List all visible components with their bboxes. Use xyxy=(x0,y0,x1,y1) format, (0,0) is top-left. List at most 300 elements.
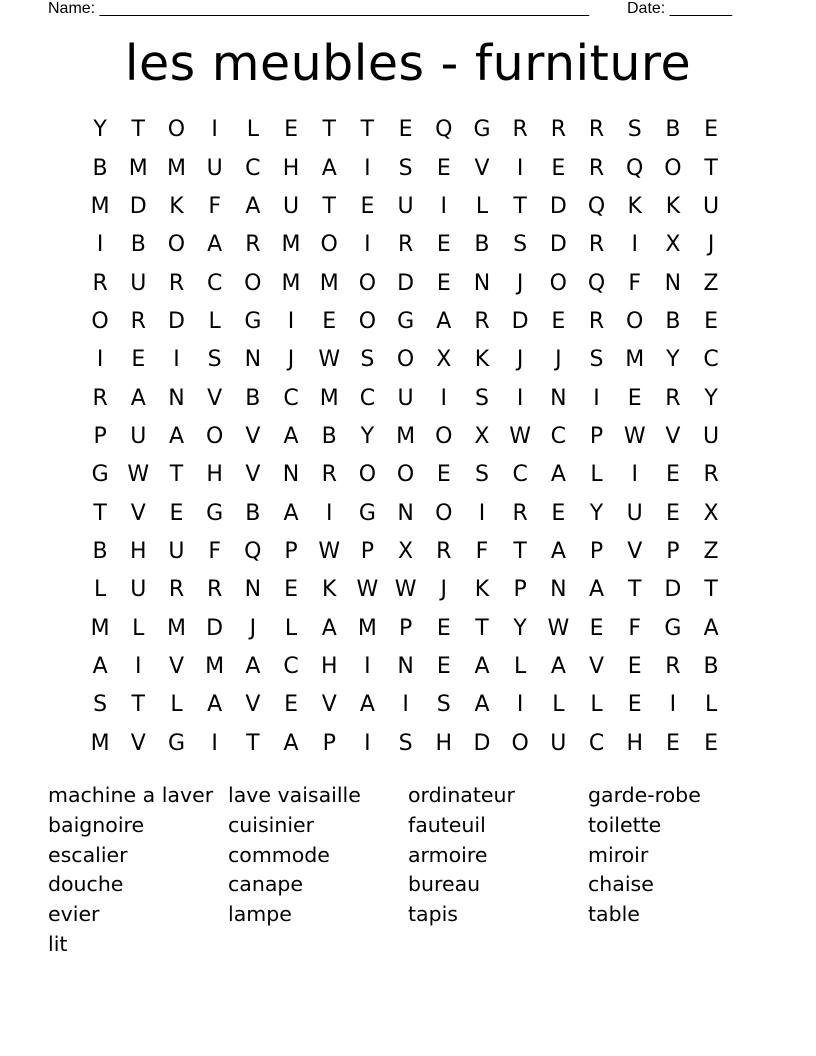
grid-letter: V xyxy=(665,423,681,449)
grid-letter: T xyxy=(322,193,336,219)
grid-letter: C xyxy=(550,423,567,449)
grid-letter: D xyxy=(511,308,529,334)
grid-letter: V xyxy=(168,653,184,679)
grid-letter: A xyxy=(550,653,566,679)
grid-letter: E xyxy=(665,500,680,526)
grid-letter: T xyxy=(475,615,489,641)
grid-letter: A xyxy=(245,193,261,219)
grid-letter: R xyxy=(397,232,414,258)
grid-letter: B xyxy=(665,117,681,143)
word-bank-item: table xyxy=(588,902,640,927)
grid-letter: E xyxy=(284,577,298,603)
word-bank-item: douche xyxy=(48,872,124,897)
grid-letter: C xyxy=(245,155,261,181)
grid-letter: Y xyxy=(93,117,107,143)
grid-letter: E xyxy=(436,232,451,258)
grid-letter: M xyxy=(625,347,645,373)
grid-letter: E xyxy=(284,692,298,718)
word-bank-item: lit xyxy=(48,931,68,956)
word-bank-item: cuisinier xyxy=(228,812,315,837)
grid-letter: M xyxy=(205,653,225,679)
grid-letter: K xyxy=(169,193,184,219)
grid-letter: V xyxy=(130,500,146,526)
grid-letter: B xyxy=(130,232,146,258)
grid-letter: I xyxy=(593,385,600,411)
grid-letter: T xyxy=(704,155,718,181)
grid-letter: I xyxy=(440,193,448,219)
grid-letter: H xyxy=(130,538,147,564)
grid-letter: E xyxy=(322,308,337,334)
grid-letter: N xyxy=(550,385,567,411)
grid-letter: J xyxy=(516,270,524,296)
word-bank-item: lave vaisaille xyxy=(228,783,361,807)
grid-letter: X xyxy=(398,538,414,564)
grid-letter: O xyxy=(664,155,682,181)
grid-letter: B xyxy=(703,653,719,679)
grid-letter: R xyxy=(321,462,337,488)
grid-letter: Y xyxy=(360,423,375,449)
grid-letter: E xyxy=(665,462,680,488)
grid-letter: D xyxy=(167,308,185,334)
grid-letter: Z xyxy=(703,538,719,564)
grid-letter: E xyxy=(627,385,642,411)
grid-letter: I xyxy=(402,692,409,718)
grid-letter: U xyxy=(703,193,720,219)
grid-letter: E xyxy=(436,653,451,679)
grid-letter: I xyxy=(96,347,104,373)
grid-letter: P xyxy=(322,730,336,756)
grid-letter: A xyxy=(359,692,375,718)
grid-letter: W xyxy=(127,462,150,488)
grid-letter: M xyxy=(281,232,301,258)
grid-letter: B xyxy=(92,538,108,564)
grid-letter: C xyxy=(283,653,299,679)
grid-letter: S xyxy=(398,730,413,756)
grid-letter: S xyxy=(627,117,642,143)
grid-letter: U xyxy=(397,193,414,219)
grid-letter: I xyxy=(364,155,371,181)
grid-letter: K xyxy=(665,193,681,219)
grid-letter: E xyxy=(665,730,680,756)
grid-letter: L xyxy=(475,193,489,219)
grid-letter: O xyxy=(205,423,224,449)
grid-letter: I xyxy=(516,692,524,718)
grid-letter: O xyxy=(358,270,377,296)
word-bank-item: canape xyxy=(228,872,304,897)
grid-letter: L xyxy=(284,615,298,641)
grid-letter: S xyxy=(398,155,413,181)
grid-letter: B xyxy=(245,500,261,526)
grid-letter: J xyxy=(440,577,448,603)
grid-letter: M xyxy=(90,193,110,219)
grid-letter: W xyxy=(623,423,646,449)
grid-letter: Q xyxy=(587,193,606,219)
grid-letter: X xyxy=(703,500,719,526)
grid-letter: N xyxy=(664,270,682,296)
word-bank-item: evier xyxy=(48,902,100,927)
grid-letter: O xyxy=(396,462,415,488)
grid-letter: A xyxy=(550,538,566,564)
grid-letter: E xyxy=(704,308,719,334)
grid-letter: G xyxy=(91,462,109,488)
grid-letter: K xyxy=(474,577,490,603)
grid-letter: M xyxy=(166,615,186,641)
grid-letter: B xyxy=(245,385,261,411)
grid-letter: O xyxy=(626,308,644,334)
grid-letter: P xyxy=(666,538,680,564)
grid-letter: A xyxy=(283,730,299,756)
grid-letter: N xyxy=(550,577,567,603)
grid-letter: S xyxy=(474,462,489,488)
grid-letter: S xyxy=(207,347,222,373)
grid-letter: E xyxy=(704,730,719,756)
grid-letter: Q xyxy=(587,270,606,296)
grid-letter: R xyxy=(703,462,719,488)
grid-letter: U xyxy=(703,423,720,449)
grid-letter: R xyxy=(436,538,452,564)
grid-letter: M xyxy=(319,270,339,296)
grid-letter: Y xyxy=(513,615,527,641)
grid-letter: J xyxy=(555,347,562,373)
grid-letter: P xyxy=(360,538,375,564)
grid-letter: I xyxy=(516,155,524,181)
grid-letter: V xyxy=(589,653,605,679)
grid-letter: F xyxy=(628,615,642,641)
grid-letter: A xyxy=(207,692,223,718)
grid-letter: Q xyxy=(626,155,644,181)
grid-letter: O xyxy=(320,232,338,258)
grid-letter: V xyxy=(245,423,261,449)
grid-letter: R xyxy=(168,270,185,296)
grid-letter: Z xyxy=(703,270,719,296)
grid-letter: I xyxy=(96,232,104,258)
grid-letter: Y xyxy=(704,385,718,411)
grid-letter: L xyxy=(208,308,221,334)
grid-letter: R xyxy=(588,232,605,258)
grid-letter: W xyxy=(356,577,379,603)
grid-letter: I xyxy=(173,347,180,373)
grid-letter: I xyxy=(211,730,218,756)
grid-letter: O xyxy=(167,232,186,258)
grid-letter: V xyxy=(474,155,490,181)
grid-letter: C xyxy=(512,462,528,488)
grid-letter: S xyxy=(474,385,489,411)
grid-letter: A xyxy=(550,462,566,488)
word-bank-item: tapis xyxy=(408,902,458,927)
grid-letter: E xyxy=(436,155,451,181)
grid-letter: E xyxy=(436,615,451,641)
grid-letter: E xyxy=(436,270,451,296)
grid-letter: M xyxy=(357,615,377,641)
grid-letter: M xyxy=(90,615,110,641)
grid-letter: G xyxy=(358,500,376,526)
grid-letter: U xyxy=(168,538,185,564)
grid-letter: D xyxy=(473,730,491,756)
grid-letter: I xyxy=(364,730,371,756)
grid-letter: P xyxy=(93,423,107,449)
grid-letter: F xyxy=(208,193,221,219)
grid-letter: O xyxy=(358,308,377,334)
grid-letter: C xyxy=(283,385,299,411)
grid-letter: R xyxy=(474,308,490,334)
grid-letter: O xyxy=(549,270,567,296)
grid-letter: R xyxy=(588,308,605,334)
word-bank-item: fauteuil xyxy=(408,812,486,837)
grid-letter: Y xyxy=(589,500,604,526)
grid-letter: E xyxy=(589,615,604,641)
word-bank-item: machine a laver xyxy=(48,783,214,807)
grid-letter: P xyxy=(589,538,604,564)
grid-letter: R xyxy=(588,117,605,143)
grid-letter: C xyxy=(206,270,223,296)
grid-letter: A xyxy=(589,577,605,603)
grid-letter: N xyxy=(397,500,414,526)
grid-letter: T xyxy=(704,577,718,603)
grid-letter: E xyxy=(551,308,566,334)
grid-letter: E xyxy=(436,462,451,488)
grid-letter: R xyxy=(665,385,681,411)
grid-letter: U xyxy=(130,270,147,296)
grid-letter: G xyxy=(664,615,682,641)
grid-letter: W xyxy=(509,423,532,449)
grid-letter: V xyxy=(245,462,261,488)
page-title: les meubles - furniture xyxy=(124,35,692,92)
grid-letter: P xyxy=(398,615,413,641)
grid-letter: V xyxy=(130,730,146,756)
grid-letter: A xyxy=(283,423,299,449)
grid-letter: S xyxy=(360,347,375,373)
grid-letter: Q xyxy=(435,117,453,143)
grid-letter: R xyxy=(512,117,528,143)
grid-letter: H xyxy=(320,653,338,679)
grid-letter: O xyxy=(91,308,109,334)
grid-letter: I xyxy=(631,462,638,488)
word-bank-item: commode xyxy=(228,842,330,867)
grid-letter: G xyxy=(244,308,262,334)
grid-letter: I xyxy=(516,385,524,411)
grid-letter: R xyxy=(207,577,223,603)
grid-letter: O xyxy=(167,117,186,143)
grid-letter: R xyxy=(665,653,681,679)
grid-letter: N xyxy=(244,347,262,373)
grid-letter: K xyxy=(474,347,490,373)
grid-letter: T xyxy=(513,538,527,564)
grid-letter: G xyxy=(397,308,415,334)
grid-letter: E xyxy=(169,500,184,526)
grid-letter: U xyxy=(130,423,147,449)
grid-letter: E xyxy=(360,193,375,219)
grid-letter: R xyxy=(512,500,528,526)
grid-letter: P xyxy=(513,577,527,603)
grid-letter: S xyxy=(93,692,108,718)
grid-letter: H xyxy=(282,155,300,181)
grid-letter: A xyxy=(436,308,452,334)
grid-letter: T xyxy=(627,577,642,603)
grid-letter: E xyxy=(131,347,146,373)
word-bank-item: escalier xyxy=(48,842,128,867)
grid-letter: R xyxy=(168,577,185,603)
grid-letter: A xyxy=(474,692,490,718)
grid-letter: E xyxy=(284,117,298,143)
grid-letter: M xyxy=(128,155,148,181)
grid-letter: W xyxy=(394,577,417,603)
grid-letter: T xyxy=(322,117,336,143)
grid-letter: J xyxy=(707,232,715,258)
grid-letter: I xyxy=(364,232,371,258)
grid-letter: J xyxy=(249,615,257,641)
grid-letter: R xyxy=(92,385,108,411)
grid-letter: N xyxy=(244,577,262,603)
word-bank xyxy=(48,781,768,960)
grid-letter: I xyxy=(325,500,333,526)
grid-letter: I xyxy=(478,500,486,526)
grid-letter: W xyxy=(318,347,341,373)
grid-letter: I xyxy=(135,653,142,679)
grid-letter: N xyxy=(168,385,185,411)
word-bank-item: bureau xyxy=(408,872,481,897)
grid-letter: O xyxy=(244,270,262,296)
word-bank-item: armoire xyxy=(408,842,488,867)
grid-letter: M xyxy=(319,385,339,411)
grid-letter: W xyxy=(547,615,570,641)
grid-letter: A xyxy=(92,653,108,679)
grid-letter: U xyxy=(626,500,643,526)
grid-letter: T xyxy=(169,462,184,488)
grid-letter: R xyxy=(550,117,566,143)
grid-letter: D xyxy=(549,193,567,219)
grid-letter: W xyxy=(318,538,341,564)
grid-letter: S xyxy=(513,232,528,258)
grid-letter: T xyxy=(513,193,527,219)
grid-letter: I xyxy=(669,692,677,718)
grid-letter: B xyxy=(92,155,108,181)
grid-letter: Y xyxy=(666,347,680,373)
grid-letter: M xyxy=(166,155,186,181)
grid-letter: L xyxy=(246,117,259,143)
grid-letter: M xyxy=(281,270,301,296)
grid-letter: R xyxy=(588,155,605,181)
grid-letter: F xyxy=(628,270,642,296)
grid-letter: A xyxy=(703,615,719,641)
grid-letter: A xyxy=(321,615,337,641)
grid-letter: L xyxy=(170,692,183,718)
grid-letter: E xyxy=(551,500,566,526)
grid-letter: A xyxy=(130,385,146,411)
grid-letter: T xyxy=(246,730,260,756)
grid-letter: D xyxy=(206,615,224,641)
grid-letter: M xyxy=(396,423,416,449)
grid-letter: A xyxy=(283,500,299,526)
grid-letter: F xyxy=(208,538,221,564)
grid-letter: L xyxy=(93,577,107,603)
grid-letter: U xyxy=(397,385,414,411)
grid-letter: P xyxy=(589,423,604,449)
grid-letter: J xyxy=(287,347,295,373)
grid-letter: L xyxy=(704,692,718,718)
grid-letter: K xyxy=(322,577,337,603)
name-field-label: Name: _______________________________________________________ xyxy=(48,0,589,17)
grid-letter: E xyxy=(551,155,566,181)
grid-letter: B xyxy=(474,232,490,258)
grid-letter: K xyxy=(627,193,642,219)
grid-letter: S xyxy=(589,347,604,373)
word-search-grid xyxy=(81,111,730,763)
grid-letter: X xyxy=(436,347,452,373)
word-bank-item: miroir xyxy=(588,842,649,867)
grid-letter: E xyxy=(627,692,642,718)
word-bank-item: toilette xyxy=(588,812,662,837)
grid-letter: O xyxy=(435,423,453,449)
grid-letter: B xyxy=(321,423,337,449)
grid-letter: T xyxy=(131,117,145,143)
grid-letter: I xyxy=(631,232,638,258)
grid-letter: C xyxy=(588,730,605,756)
grid-letter: R xyxy=(130,308,146,334)
grid-letter: L xyxy=(590,462,603,488)
grid-letter: C xyxy=(703,347,719,373)
grid-letter: I xyxy=(440,385,448,411)
grid-letter: E xyxy=(627,653,642,679)
grid-letter: A xyxy=(207,232,223,258)
grid-letter: F xyxy=(475,538,489,564)
grid-letter: U xyxy=(282,193,300,219)
grid-letter: H xyxy=(626,730,643,756)
grid-letter: R xyxy=(245,232,261,258)
grid-letter: L xyxy=(514,653,527,679)
grid-letter: I xyxy=(287,308,295,334)
grid-letter: P xyxy=(284,538,298,564)
grid-letter: A xyxy=(321,155,337,181)
grid-letter: X xyxy=(665,232,681,258)
grid-letter: X xyxy=(474,423,490,449)
grid-letter: M xyxy=(90,730,110,756)
grid-letter: B xyxy=(665,308,681,334)
grid-letter: J xyxy=(516,347,524,373)
word-bank-item: lampe xyxy=(228,902,292,927)
grid-letter: O xyxy=(396,347,415,373)
grid-letter: D xyxy=(549,232,567,258)
grid-letter: H xyxy=(435,730,453,756)
grid-letter: R xyxy=(92,270,108,296)
grid-letter: Q xyxy=(244,538,262,564)
grid-letter: T xyxy=(93,500,107,526)
grid-letter: D xyxy=(664,577,682,603)
word-bank-item: baignoire xyxy=(48,812,145,837)
grid-letter: N xyxy=(282,462,300,488)
grid-letter: I xyxy=(364,653,371,679)
grid-letter: U xyxy=(550,730,567,756)
grid-letter: V xyxy=(245,692,261,718)
date-field-label: Date: _______ xyxy=(627,0,732,17)
word-bank-item: ordinateur xyxy=(408,783,515,807)
grid-letter: T xyxy=(360,117,375,143)
grid-letter: V xyxy=(321,692,337,718)
grid-letter: D xyxy=(397,270,415,296)
grid-letter: N xyxy=(397,653,414,679)
grid-letter: N xyxy=(473,270,491,296)
grid-letter: A xyxy=(245,653,261,679)
grid-letter: T xyxy=(131,692,145,718)
grid-letter: L xyxy=(590,692,603,718)
grid-letter: G xyxy=(206,500,224,526)
grid-letter: S xyxy=(436,692,451,718)
grid-letter: U xyxy=(130,577,147,603)
grid-letter: O xyxy=(358,462,377,488)
grid-letter: G xyxy=(473,117,491,143)
grid-letter: H xyxy=(206,462,223,488)
grid-letter: G xyxy=(167,730,185,756)
grid-letter: A xyxy=(474,653,490,679)
